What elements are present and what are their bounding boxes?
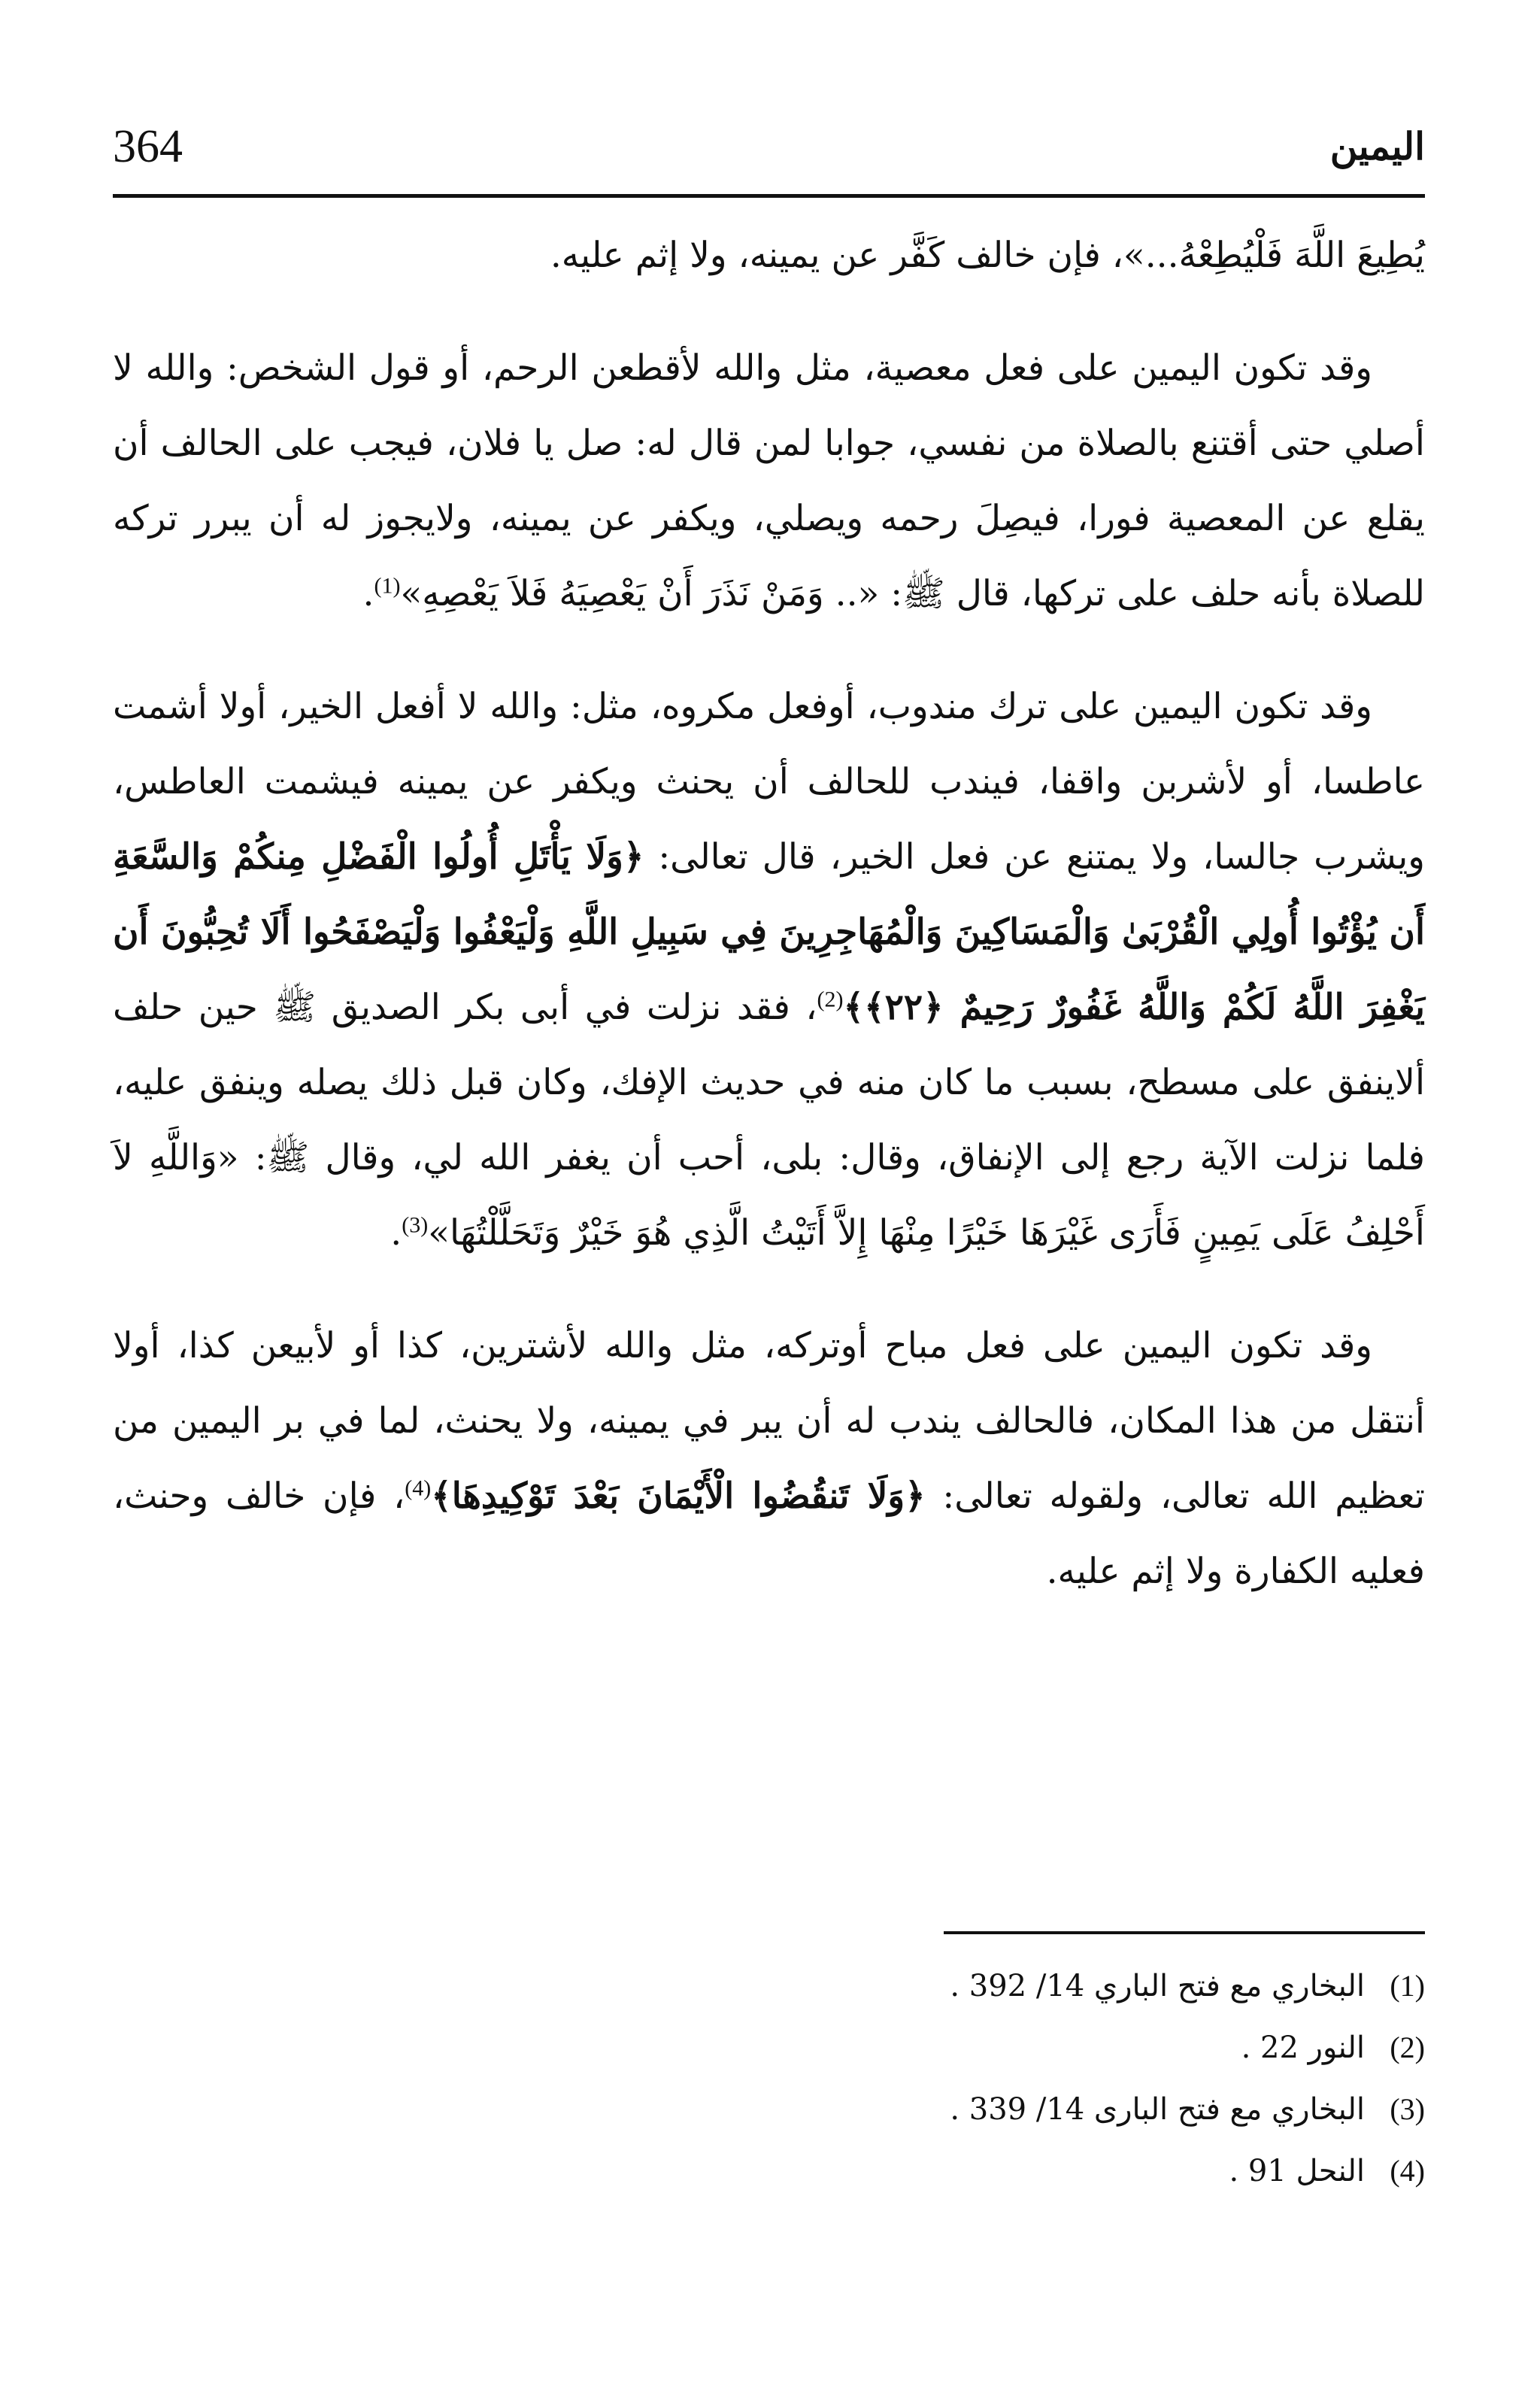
paragraph-3-text: وقد تكون اليمين على ترك مندوب، أوفعل مكروه، مثل: والله لا أفعل الخير، أولا أشمت عاطسا، أو لأشربن واقفا، فيندب للحالف أن يحنث ويكفر عن يمينه فيشمت العاطس، ويشرب جالسا، ولا يمتنع عن فعل الخير، قال تعالى: (113, 686, 1425, 878)
page-number: 364 (113, 121, 183, 172)
footnote-ref-3[interactable]: (3) (402, 1212, 429, 1238)
footnote-ref-4[interactable]: (4) (405, 1475, 432, 1501)
footnote-number: (2) (1390, 2030, 1425, 2064)
footnote-item (113, 1955, 1425, 2017)
footnote-ref-1[interactable]: (1) (374, 573, 401, 599)
footnote-number: (3) (1390, 2092, 1425, 2126)
paragraph-3-end: . (390, 1212, 402, 1254)
footnote-text: النحل 91 . (1229, 2154, 1365, 2188)
chapter-title: اليمين (1329, 124, 1425, 168)
running-head (113, 113, 1425, 180)
footnote-rule (944, 1931, 1425, 1934)
footnote-number: (1) (1390, 1969, 1425, 2003)
paragraph-4-text: وقد تكون اليمين على فعل مباح أوتركه، مثل والله لأشترين، كذا أو لأبيعن كذا، أولا أنتقل من هذا المكان، فالحالف يندب له أن يبر في يمينه، ولا يحنث، لما في بر اليمين من تعظيم الله تعالى، ولقوله تعالى: (113, 1325, 1425, 1517)
paragraph-2-end: . (362, 573, 374, 614)
paragraph-1-text: يُطِيعَ اللَّهَ فَلْيُطِعْهُ...»، فإن خالف كَفَّر عن يمينه، ولا إثم عليه. (550, 235, 1425, 276)
footnote-text: البخاري مع فتح الباري 14/ 392 . (950, 1969, 1365, 2003)
quran-verse-nur-22: ﴿وَلَا يَأْتَلِ أُولُوا الْفَضْلِ مِنكُمْ وَالسَّعَةِ أَن يُؤْتُوا أُولِي الْقُرْبَىٰ وَالْمَسَاكِينَ وَالْمُهَاجِرِينَ فِي سَبِيلِ اللَّهِ وَلْيَعْفُوا وَلْيَصْفَحُوا أَلَا تُحِبُّونَ أَن يَغْفِرَ اللَّهُ لَكُمْ وَاللَّهُ غَفُورٌ رَحِيمٌ ﴿٢٢﴾﴾ (113, 836, 1426, 1028)
footnote-text: البخاري مع فتح البارى 14/ 339 . (950, 2092, 1365, 2127)
paragraph-4-continuation: ، فإن خالف وحنث، فعليه الكفارة ولا إثم عليه. (113, 1475, 1425, 1592)
footnote-text: النور 22 . (1241, 2030, 1365, 2065)
footnotes (113, 1955, 1425, 2202)
paragraph-2 (113, 331, 1425, 632)
paragraph-2-text: وقد تكون اليمين على فعل معصية، مثل والله لأقطعن الرحم، أو قول الشخص: والله لا أصلي حتى أقتنع بالصلاة من نفسي، جوابا لمن قال له: صل يا فلان، فيجب على الحالف أن يقلع عن المعصية فورا، فيصِلَ رحمه ويصلي، ويكفر عن يمينه، ولايجوز له أن يبرر تركه للصلاة بأنه حلف على تركها، قال ﷺ: «.. وَمَنْ نَذَرَ أَنْ يَعْصِيَهُ فَلاَ يَعْصِهِ» (113, 347, 1425, 614)
paragraph-4 (113, 1309, 1425, 1609)
quran-verse-nahl-91: ﴿وَلَا تَنقُضُوا الْأَيْمَانَ بَعْدَ تَوْكِيدِهَا﴾ (431, 1475, 926, 1517)
paragraph-3-continuation: ، فقد نزلت في أبى بكر الصديق ﷺ حين حلف ألاينفق على مسطح، بسبب ما كان منه في حديث الإفك، وكان قبل ذلك يصله وينفق عليه، فلما نزلت الآية رجع إلى الإنفاق، وقال: بلى، أحب أن يغفر الله لي، وقال ﷺ: «وَاللَّهِ لاَ أَحْلِفُ عَلَى يَمِينٍ فَأَرَى غَيْرَهَا خَيْرًا مِنْهَا إِلاَّ أَتَيْتُ الَّذِي هُوَ خَيْرٌ وَتَحَلَّلْتُهَا» (113, 987, 1425, 1254)
paragraph-1 (113, 218, 1425, 293)
header-rule (113, 194, 1425, 198)
footnote-item (113, 2017, 1425, 2079)
footnote-item (113, 2079, 1425, 2140)
footnote-item (113, 2140, 1425, 2202)
footnote-ref-2[interactable]: (2) (817, 987, 844, 1012)
footnote-number: (4) (1390, 2154, 1425, 2188)
paragraph-3 (113, 669, 1425, 1271)
main-text (113, 218, 1425, 1647)
